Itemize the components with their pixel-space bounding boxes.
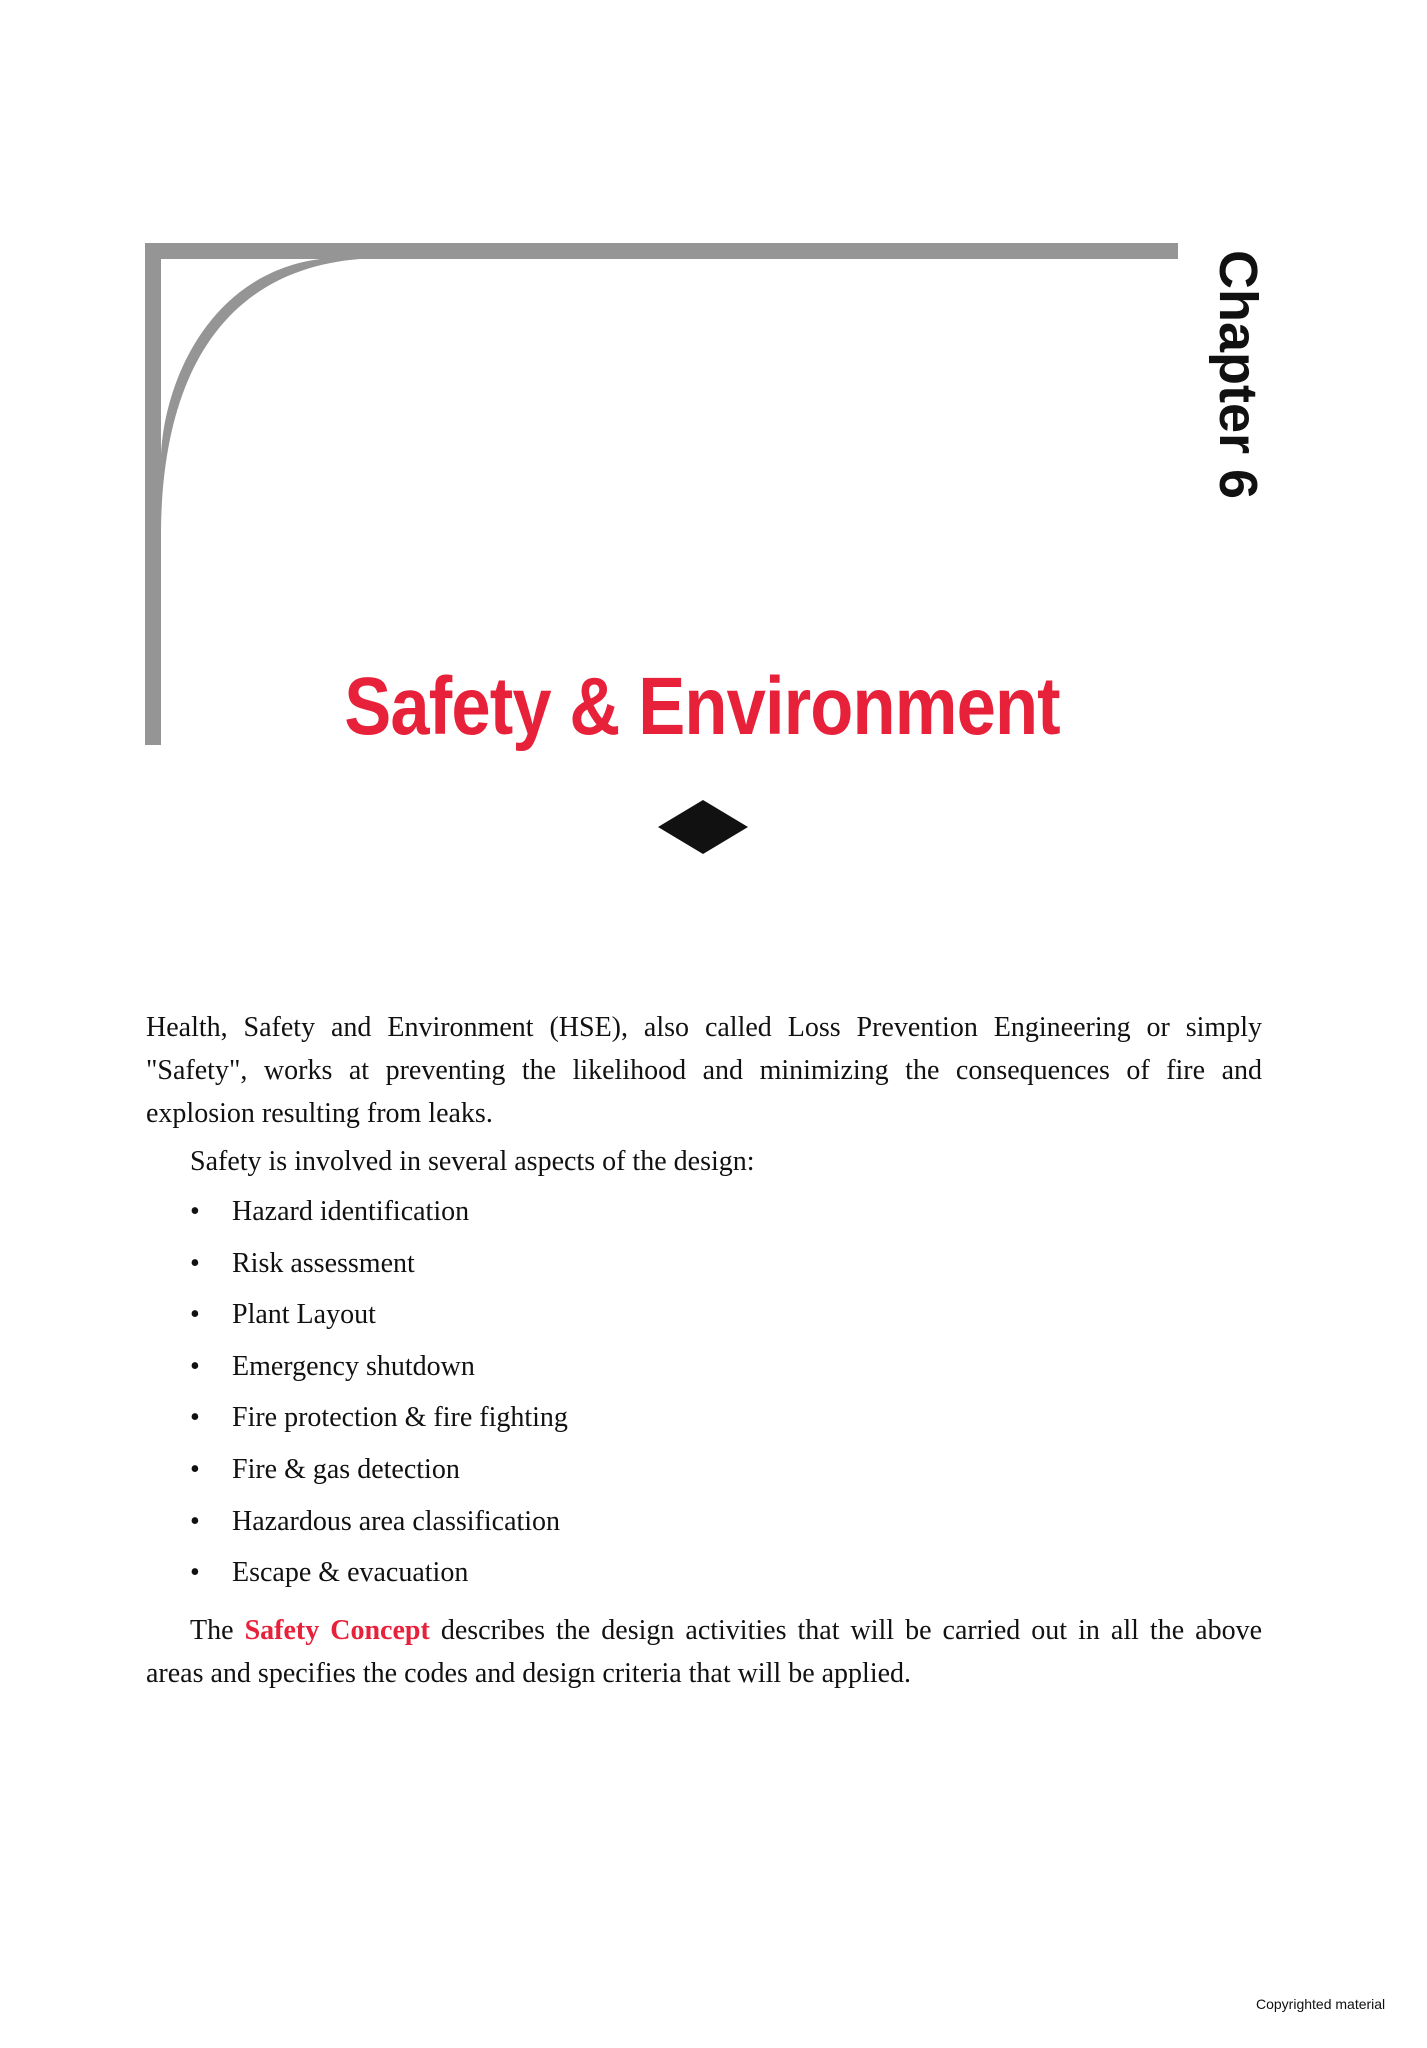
copyright-footer: Copyrighted material [1256,1996,1386,2012]
frame-top-bar [145,243,1178,259]
list-item: • Plant Layout [190,1299,376,1331]
diamond-ornament [658,800,748,854]
list-item: • Fire & gas detection [190,1453,460,1485]
list-item: • Hazard identification [190,1196,470,1227]
safety-concept-term: Safety Concept [244,1615,430,1646]
intro-paragraph: Health, Safety and Environment (HSE), also called Loss Prevention Engineering or simply "Safety", works at preventing the likelihood and minimizing the consequences of fire and explosion resulting from leaks. [146,1012,1262,1129]
chapter-title: Safety & Environment [344,661,1060,752]
list-item: • Risk assessment [190,1247,415,1279]
aspects-intro: Safety is involved in several aspects of the design: [190,1146,755,1177]
chapter-label: Chapter 6 [1208,250,1268,500]
list-item: • Hazardous area classification [190,1505,561,1537]
list-item: • Fire protection & fire fighting [190,1402,568,1434]
concept-paragraph: The Safety Concept describes the design activities that will be carried out in all the above areas and specifies the codes and design criteria that will be applied. [146,1615,1263,1689]
aspects-list [190,1196,568,1609]
list-item: • Emergency shutdown [190,1350,475,1382]
list-item: • Escape & evacuation [190,1557,469,1589]
frame-curve [161,259,360,540]
